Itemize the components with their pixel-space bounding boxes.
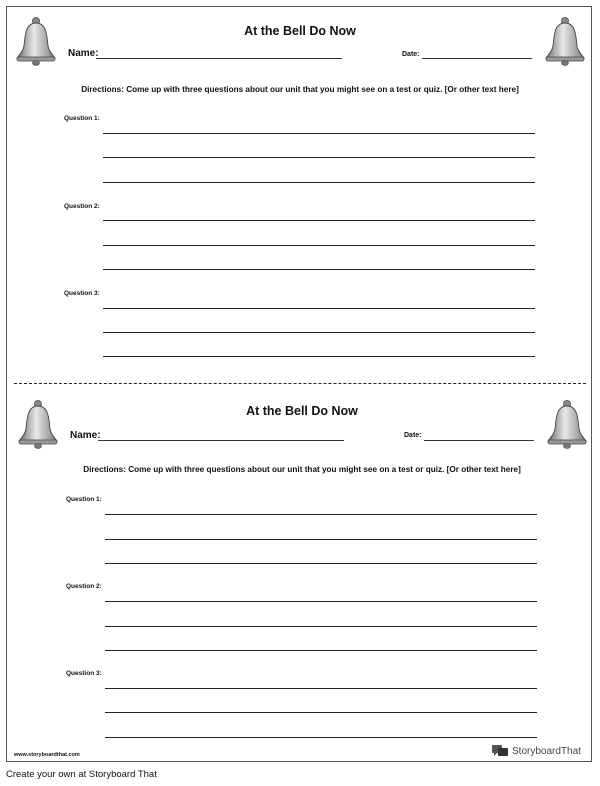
- question-label: Question 3:: [64, 290, 100, 297]
- storyboardthat-logo-icon: [492, 745, 508, 757]
- date-field[interactable]: [422, 58, 532, 59]
- answer-line[interactable]: [103, 182, 535, 183]
- answer-line[interactable]: [105, 601, 537, 602]
- storyboardthat-brand: [492, 744, 581, 758]
- answer-line[interactable]: [103, 220, 535, 221]
- answer-line[interactable]: [105, 563, 537, 564]
- question-label: Question 1:: [64, 115, 100, 122]
- question-label: Question 2:: [66, 583, 102, 590]
- question-label: Question 2:: [64, 203, 100, 210]
- answer-line[interactable]: [103, 269, 535, 270]
- answer-line[interactable]: [105, 626, 537, 627]
- directions-text: Directions: Come up with three questions about our unit that you might see on a test or quiz. [Or other text here]: [81, 85, 519, 94]
- name-field[interactable]: [98, 440, 344, 441]
- answer-line[interactable]: [103, 356, 535, 357]
- question-label: Question 1:: [66, 496, 102, 503]
- name-label: Name:: [68, 48, 99, 59]
- answer-line[interactable]: [105, 688, 537, 689]
- date-field[interactable]: [424, 440, 534, 441]
- answer-line[interactable]: [105, 712, 537, 713]
- name-label: Name:: [70, 430, 101, 441]
- cut-line-divider: [14, 383, 586, 384]
- answer-line[interactable]: [105, 514, 537, 515]
- worksheet-title: At the Bell Do Now: [246, 404, 358, 418]
- directions-text: Directions: Come up with three questions about our unit that you might see on a test or quiz. [Or other text here]: [83, 465, 521, 474]
- worksheet-title: At the Bell Do Now: [244, 24, 356, 38]
- answer-line[interactable]: [105, 650, 537, 651]
- answer-line[interactable]: [105, 737, 537, 738]
- footer-url: www.storyboardthat.com: [14, 752, 80, 758]
- create-your-own-caption[interactable]: Create your own at Storyboard That: [6, 769, 157, 780]
- brand-name: StoryboardThat: [512, 745, 581, 757]
- answer-line[interactable]: [105, 539, 537, 540]
- name-field[interactable]: [96, 58, 342, 59]
- question-label: Question 3:: [66, 670, 102, 677]
- answer-line[interactable]: [103, 133, 535, 134]
- date-label: Date:: [402, 51, 420, 58]
- answer-line[interactable]: [103, 157, 535, 158]
- date-label: Date:: [404, 432, 422, 439]
- answer-line[interactable]: [103, 308, 535, 309]
- answer-line[interactable]: [103, 332, 535, 333]
- answer-line[interactable]: [103, 245, 535, 246]
